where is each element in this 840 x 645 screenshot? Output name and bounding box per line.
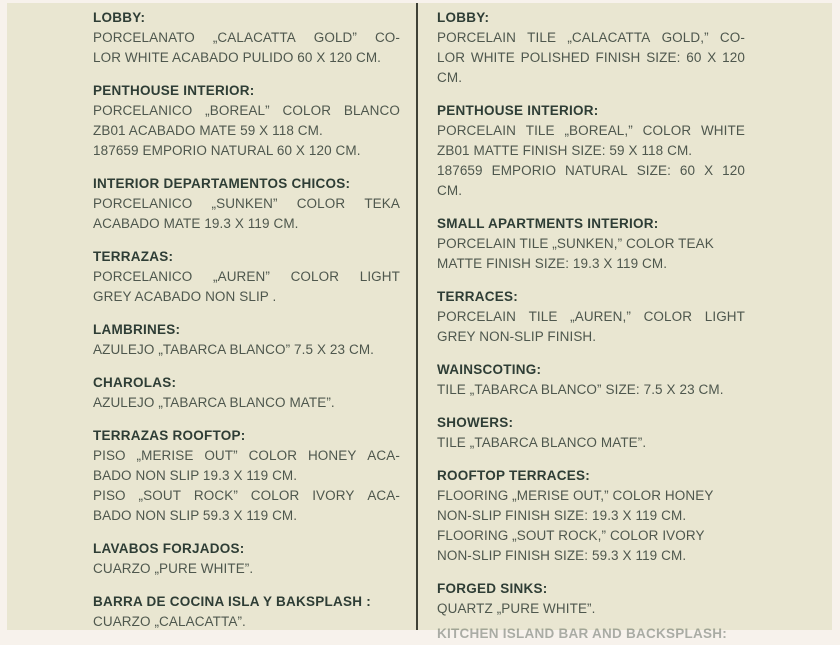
spec-section bbox=[437, 214, 745, 274]
spec-word: TILE bbox=[525, 123, 555, 138]
spec-word: CO- bbox=[719, 30, 745, 45]
spec-line: GREY NON-SLIP FINISH. bbox=[437, 329, 597, 344]
spec-line: GREY ACABADO NON SLIP . bbox=[93, 289, 277, 304]
spec-word: IVORY bbox=[312, 488, 355, 503]
section-title: SMALL APARTMENTS INTERIOR: bbox=[437, 216, 659, 231]
section-title: PENTHOUSE INTERIOR: bbox=[437, 103, 599, 118]
spec-word: OUT” bbox=[204, 448, 238, 463]
spec-word: SIZE: bbox=[646, 50, 681, 65]
spec-word: PORCELANICO bbox=[93, 196, 193, 211]
spec-word: „SUNKEN” bbox=[211, 196, 278, 211]
spec-section bbox=[437, 466, 745, 566]
spec-line: MATTE FINISH SIZE: 19.3 X 119 CM. bbox=[437, 256, 668, 271]
spec-line bbox=[437, 48, 745, 68]
spec-word: 60 bbox=[679, 163, 696, 178]
spec-word: 120 bbox=[722, 163, 745, 178]
spec-line: NON-SLIP FINISH SIZE: 19.3 X 119 CM. bbox=[437, 508, 687, 523]
spec-line bbox=[93, 446, 400, 466]
spec-word: PORCELAIN bbox=[437, 309, 516, 324]
spec-line bbox=[93, 101, 400, 121]
spec-line: BADO NON SLIP 19.3 X 119 CM. bbox=[93, 468, 298, 483]
spec-word: „CALACATTA bbox=[567, 30, 651, 45]
section-title: TERRAZAS: bbox=[93, 249, 174, 264]
spanish-spec-column bbox=[93, 8, 400, 645]
spec-word: 120 bbox=[722, 50, 745, 65]
spec-word: NATURAL bbox=[565, 163, 628, 178]
spec-word: GOLD” bbox=[313, 30, 358, 45]
section-title: INTERIOR DEPARTAMENTOS CHICOS: bbox=[93, 176, 351, 191]
cutoff-bottom-line: KITCHEN ISLAND BAR AND BACKSPLASH: bbox=[437, 626, 727, 641]
spec-line: TILE „TABARCA BLANCO MATE”. bbox=[437, 435, 647, 450]
spec-word: EMPORIO bbox=[491, 163, 557, 178]
spec-word: WHITE bbox=[700, 123, 745, 138]
section-title: SHOWERS: bbox=[437, 415, 514, 430]
spec-section bbox=[93, 592, 400, 632]
spec-section bbox=[93, 539, 400, 579]
spec-word: PISO bbox=[93, 448, 126, 463]
spec-line: FLOORING „MERISE OUT,” COLOR HONEY bbox=[437, 488, 714, 503]
spec-section bbox=[437, 579, 745, 619]
spec-line bbox=[437, 161, 745, 181]
spec-word: 187659 bbox=[437, 163, 483, 178]
section-title: LOBBY: bbox=[437, 10, 490, 25]
section-title: LAMBRINES: bbox=[93, 322, 181, 337]
spec-word: WHITE bbox=[470, 50, 515, 65]
spec-line: PORCELAIN TILE „SUNKEN,” COLOR TEAK bbox=[437, 236, 714, 251]
spec-word: PORCELANATO bbox=[93, 30, 195, 45]
section-title: PENTHOUSE INTERIOR: bbox=[93, 83, 255, 98]
spec-line bbox=[93, 194, 400, 214]
spec-section bbox=[437, 101, 745, 201]
section-title: TERRAZAS ROOFTOP: bbox=[93, 428, 246, 443]
spec-word: COLOR bbox=[250, 488, 300, 503]
spec-word: PORCELANICO bbox=[93, 103, 193, 118]
spec-section bbox=[437, 8, 745, 88]
spec-word: „SOUT bbox=[138, 488, 182, 503]
spec-word: ROCK” bbox=[193, 488, 238, 503]
spec-word: TILE bbox=[528, 309, 558, 324]
spec-section bbox=[437, 287, 745, 347]
spec-word: GOLD,” bbox=[661, 30, 709, 45]
spec-line bbox=[437, 307, 745, 327]
section-title: LOBBY: bbox=[93, 10, 146, 25]
spec-word: ACA- bbox=[367, 488, 400, 503]
spec-section bbox=[93, 247, 400, 307]
spec-line: BADO NON SLIP 59.3 X 119 CM. bbox=[93, 508, 298, 523]
spec-word: „MERISE bbox=[136, 448, 194, 463]
spec-line: ZB01 ACABADO MATE 59 X 118 CM. bbox=[93, 123, 323, 138]
spec-word: „AUREN” bbox=[213, 269, 270, 284]
spec-word: BLANCO bbox=[343, 103, 400, 118]
spec-word: „BOREAL,” bbox=[564, 123, 633, 138]
spec-line bbox=[93, 28, 400, 48]
spec-word: TEKA bbox=[364, 196, 400, 211]
spec-word: COLOR bbox=[248, 448, 298, 463]
spec-word: HONEY bbox=[307, 448, 357, 463]
spec-line bbox=[93, 486, 400, 506]
spec-section bbox=[437, 413, 745, 453]
spec-word: COLOR bbox=[642, 123, 692, 138]
section-title: LAVABOS FORJADOS: bbox=[93, 541, 245, 556]
spec-word: COLOR bbox=[296, 196, 346, 211]
spec-section bbox=[93, 81, 400, 161]
spec-line: ZB01 MATTE FINISH SIZE: 59 X 118 CM. bbox=[437, 143, 693, 158]
spec-word: POLISHED bbox=[520, 50, 590, 65]
spec-line: ACABADO MATE 19.3 X 119 CM. bbox=[93, 216, 299, 231]
spec-line: LOR WHITE ACABADO PULIDO 60 X 120 CM. bbox=[93, 50, 382, 65]
spec-line: NON-SLIP FINISH SIZE: 59.3 X 119 CM. bbox=[437, 548, 687, 563]
spec-section bbox=[437, 360, 745, 400]
english-spec-column bbox=[437, 8, 745, 632]
spec-word: PORCELAIN bbox=[437, 123, 516, 138]
spec-word: „BOREAL” bbox=[205, 103, 270, 118]
section-title: FORGED SINKS: bbox=[437, 581, 548, 596]
section-title: CHAROLAS: bbox=[93, 375, 177, 390]
spec-line: QUARTZ „PURE WHITE”. bbox=[437, 601, 596, 616]
spec-word: COLOR bbox=[290, 269, 340, 284]
spec-line: CM. bbox=[437, 183, 463, 198]
spec-word: „CALACATTA bbox=[212, 30, 296, 45]
spec-line bbox=[437, 121, 745, 141]
spec-line: 187659 EMPORIO NATURAL 60 X 120 CM. bbox=[93, 143, 361, 158]
spec-section bbox=[93, 174, 400, 234]
section-title: WAINSCOTING: bbox=[437, 362, 542, 377]
spec-word: ACA- bbox=[367, 448, 400, 463]
spec-word: CO- bbox=[374, 30, 400, 45]
spec-word: SIZE: bbox=[636, 163, 671, 178]
spec-line: AZULEJO „TABARCA BLANCO MATE”. bbox=[93, 395, 335, 410]
spec-word: PISO bbox=[93, 488, 126, 503]
spec-section bbox=[93, 373, 400, 413]
section-title: TERRACES: bbox=[437, 289, 519, 304]
spec-line bbox=[93, 267, 400, 287]
spec-word: LIGHT bbox=[359, 269, 400, 284]
spec-line: CUARZO „PURE WHITE”. bbox=[93, 561, 254, 576]
spec-word: COLOR bbox=[643, 309, 693, 324]
spec-line bbox=[437, 28, 745, 48]
section-title: ROOFTOP TERRACES: bbox=[437, 468, 591, 483]
column-divider bbox=[416, 3, 418, 630]
spec-word: X bbox=[704, 163, 714, 178]
spec-section bbox=[93, 320, 400, 360]
section-title: BARRA DE COCINA ISLA Y BAKSPLASH : bbox=[93, 594, 372, 609]
spec-word: „AUREN,” bbox=[570, 309, 631, 324]
spec-section bbox=[93, 8, 400, 68]
spec-word: PORCELANICO bbox=[93, 269, 193, 284]
spec-line: AZULEJO „TABARCA BLANCO” 7.5 X 23 CM. bbox=[93, 342, 375, 357]
spec-word: PORCELAIN bbox=[437, 30, 516, 45]
spec-word: LOR bbox=[437, 50, 466, 65]
spec-line: FLOORING „SOUT ROCK,” COLOR IVORY bbox=[437, 528, 705, 543]
spec-line: CUARZO „CALACATTA”. bbox=[93, 614, 246, 629]
spec-word: 60 bbox=[686, 50, 702, 65]
spec-word: LIGHT bbox=[704, 309, 745, 324]
spec-line: CM. bbox=[437, 70, 463, 85]
spec-section bbox=[93, 426, 400, 526]
spec-line: TILE „TABARCA BLANCO” SIZE: 7.5 X 23 CM. bbox=[437, 382, 724, 397]
spec-word: X bbox=[707, 50, 717, 65]
spec-word: FINISH bbox=[595, 50, 641, 65]
spec-word: COLOR bbox=[282, 103, 332, 118]
spec-word: TILE bbox=[527, 30, 557, 45]
